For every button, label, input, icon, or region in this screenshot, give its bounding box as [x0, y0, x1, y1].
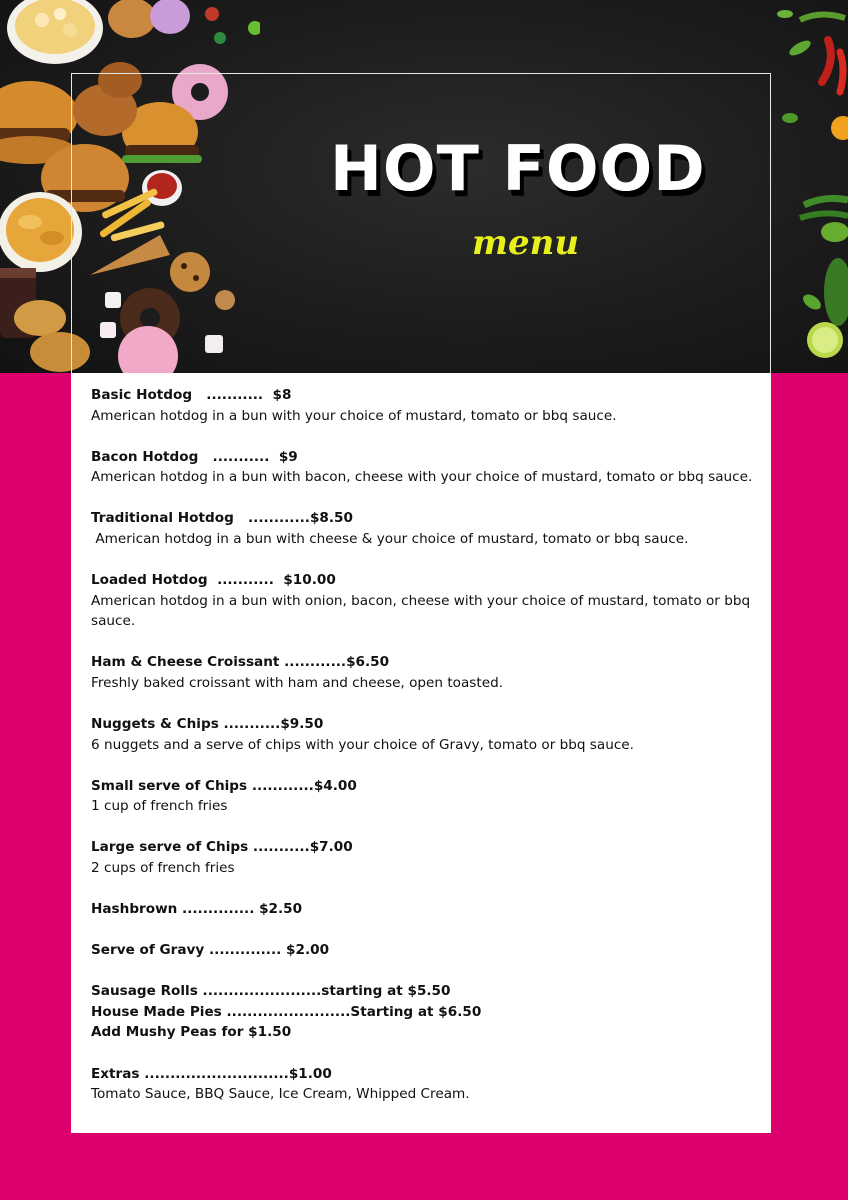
menu-item-description: American hotdog in a bun with bacon, cheese with your choice of mustard, tomato or bbq sauce.	[91, 469, 753, 486]
menu-item	[91, 940, 761, 961]
menu-item	[91, 1064, 761, 1105]
menu-item-title: Ham & Cheese Croissant ............$6.50	[91, 654, 390, 671]
menu-item-title: Basic Hotdog ........... $8	[91, 387, 292, 403]
menu-item-title: House Made Pies ........................Starting at $6.50	[91, 1003, 482, 1020]
menu-item-description: Tomato Sauce, BBQ Sauce, Ice Cream, Whipped Cream.	[91, 1086, 470, 1103]
page-subtitle: menu	[472, 223, 580, 263]
menu-item-title: Small serve of Chips ............$4.00	[91, 777, 357, 794]
menu-item-title: Add Mushy Peas for $1.50	[91, 1024, 292, 1041]
menu-item	[91, 776, 761, 817]
menu-card	[71, 373, 771, 1133]
menu-item-description: 2 cups of french fries	[91, 860, 235, 876]
menu-item-description: American hotdog in a bun with cheese & your choice of mustard, tomato or bbq sauce.	[91, 530, 689, 547]
menu-item-title: Serve of Gravy .............. $2.00	[91, 942, 330, 959]
header-frame	[71, 73, 771, 373]
menu-item-title: Sausage Rolls .......................starting at $5.50	[91, 983, 451, 1000]
menu-item	[91, 652, 761, 693]
menu-item-title: Loaded Hotdog ........... $10.00	[91, 572, 336, 589]
menu-item-title: Bacon Hotdog ........... $9	[91, 448, 298, 465]
menu-item-title: Extras ............................$1.00	[91, 1065, 332, 1082]
menu-item	[91, 570, 761, 632]
menu-item-description: American hotdog in a bun with onion, bacon, cheese with your choice of mustard, tomato or bbq sauce.	[91, 592, 755, 630]
menu-item	[91, 385, 761, 426]
menu-item	[91, 714, 761, 755]
header-banner	[0, 0, 848, 373]
menu-item-description: American hotdog in a bun with your choice of mustard, tomato or bbq sauce.	[91, 407, 617, 424]
menu-item-description: Freshly baked croissant with ham and cheese, open toasted.	[91, 674, 504, 691]
menu-item-title: Nuggets & Chips ...........$9.50	[91, 716, 324, 733]
menu-item-title: Hashbrown .............. $2.50	[91, 901, 303, 918]
menu-item-title: Large serve of Chips ...........$7.00	[91, 839, 353, 856]
menu-item	[91, 837, 761, 878]
menu-item-description: 6 nuggets and a serve of chips with your choice of Gravy, tomato or bbq sauce.	[91, 736, 634, 753]
menu-item	[91, 447, 761, 488]
menu-item	[91, 899, 761, 920]
menu-item-title: Traditional Hotdog ............$8.50	[91, 510, 353, 527]
menu-item	[91, 508, 761, 549]
page-title: HOT FOOD	[330, 132, 706, 205]
menu-items-list	[91, 385, 761, 1125]
menu-item-description: 1 cup of french fries	[91, 798, 228, 815]
menu-item	[91, 981, 761, 1043]
